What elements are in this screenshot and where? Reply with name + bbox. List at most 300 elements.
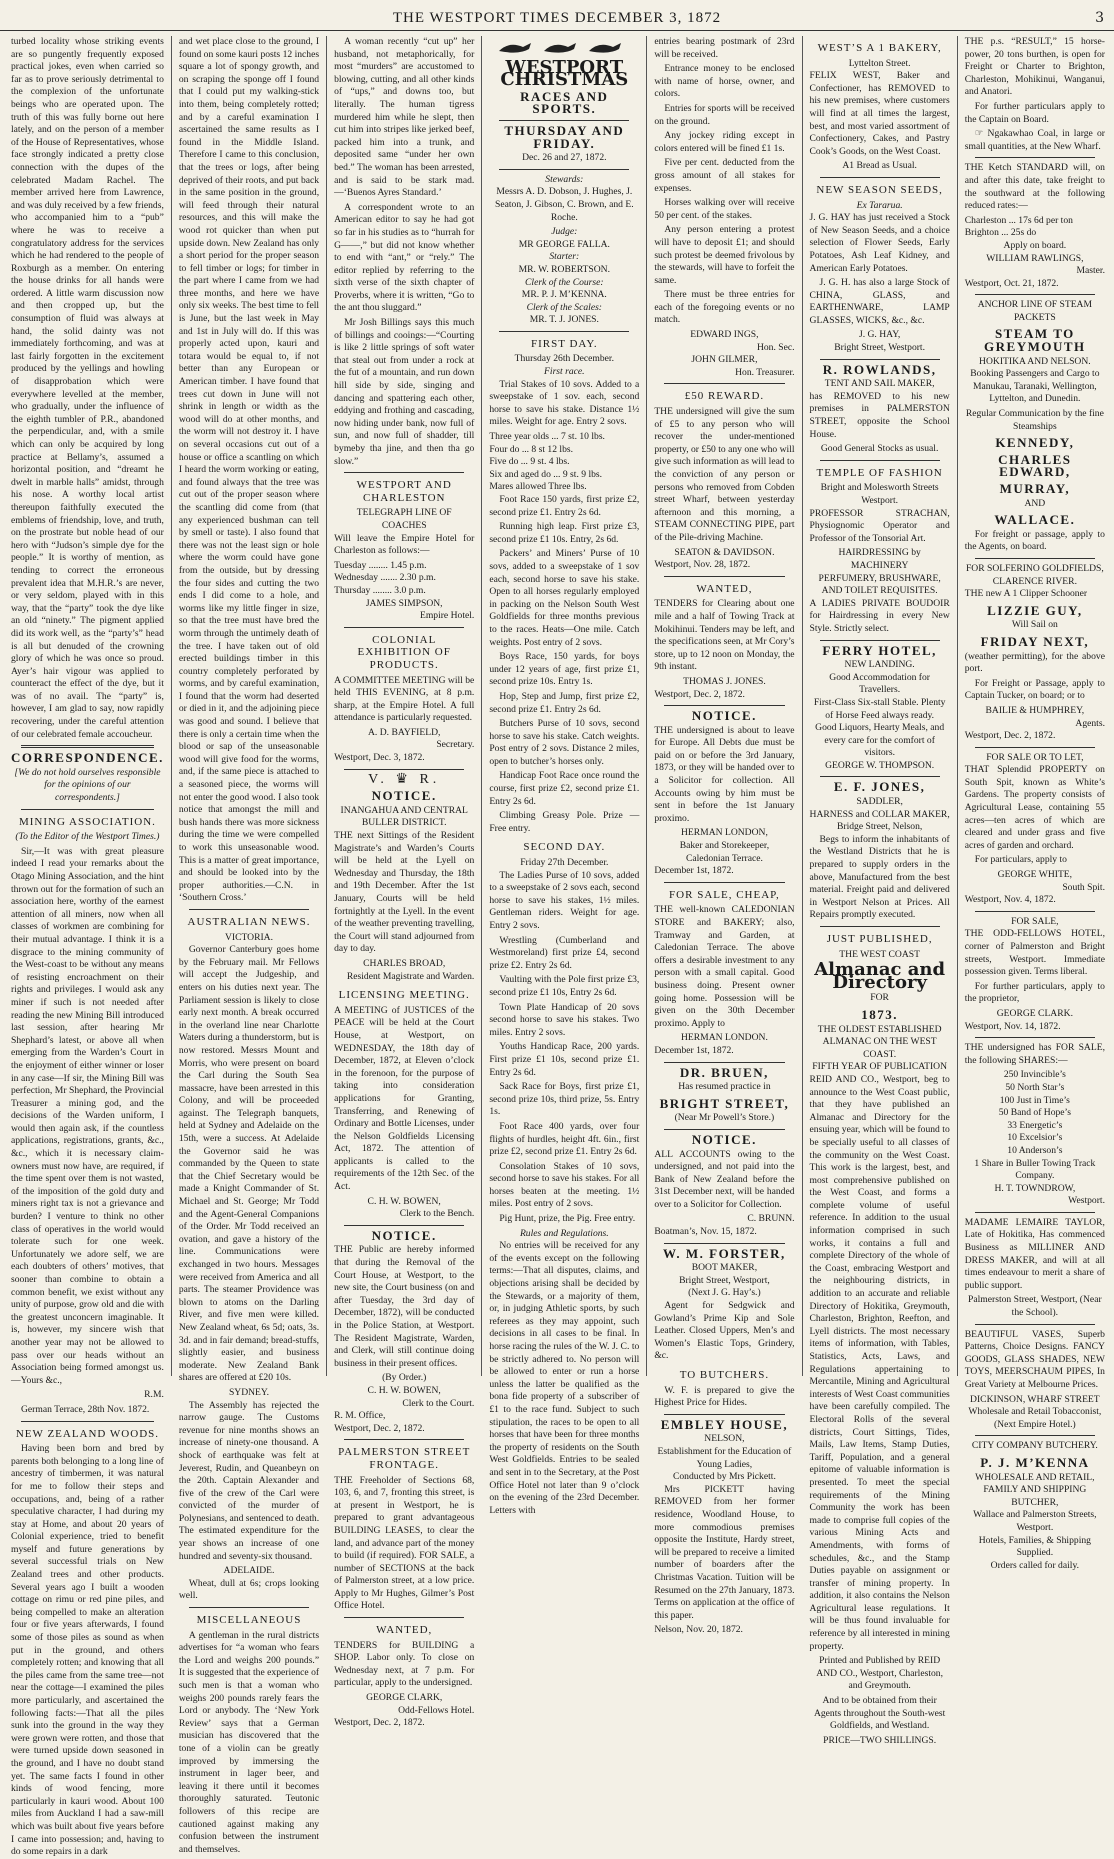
ad-text: THE Ketch STANDARD will, on and after this date, take freight to the southward at the following reduced rates:— bbox=[964, 162, 1105, 212]
section-heading: AUSTRALIAN NEWS. bbox=[187, 915, 311, 928]
divider bbox=[975, 1324, 1095, 1325]
ad-address: Lyttelton Street. bbox=[848, 57, 911, 69]
signature: THOMAS J. JONES. bbox=[683, 675, 766, 687]
ship-name: MURRAY, bbox=[999, 481, 1071, 496]
weight-row: Six and aged do ... 9 st. 9 lbs. bbox=[489, 468, 603, 480]
divider bbox=[664, 1062, 784, 1063]
article-text: and wet place close to the ground, I found on some kauri posts 12 inches square a lot of spongy growth, and on scraping the sponge off I found that I could put my walking-stick into them, being completely rotted; and by a careful examination I ascertained the same results as I found in the Middle Island. Therefore I came to this conclusion, that the trees or logs, after being deprived of their roots, and put back in the same position in the ground, will feed through their natural resources, and this will make the wood rot quicker than when put upside down. New Zealand has only a short period for the proper season to fell timber or logs; for timber in the part where I came from we had three months, and here we have only six weeks. The best time to fell is June, but the last week in May and 1st in July will do. If this was properly acted upon, kauri and totara would be equal to, if not better than any European or American timber. I have found that trees cut down in June will not shrink in length or width as the wood will do at other months, and the worm will not destroy it. I have on several occasions cut out of a house or office a scantling on which I heard the worm working or eating, and found always that the tree was cut out of the proper season where the scantling did come from (that any experienced bushman can tell by smell or taste). I also found that there was not the least sign or hole where the worm could have gone from the outside, but by dressing the four sides and cutting the two ends I did come to a hole, and worms like my little finger in size, so that the tree must have bred the worm through the untimely death of the tree. I have taken out of old erected buildings timber in this country completely perforated by worms, and by careful examination, I found that the worm had deserted or died in it, and the adjoining piece was good and sound. I believe that there is only a certain time when the blood or sap of the unseasonable wood will give food for the worms, and, if the same piece is attached to a seasoned piece, the worms will not enter the good wood. I also took notice that amongst the mill and bush hands there was more sickness during the time we were compelled to work this unseasonable wood. This is a matter of great importance, and should be looked into by the proper authorities.—C.N. in ‘Southern Cross.’ bbox=[178, 36, 320, 904]
signature: C. H. W. BOWEN, bbox=[367, 1384, 441, 1396]
ad-subheading: SADDLER, bbox=[856, 796, 903, 808]
signature: GEORGE CLARK, bbox=[366, 1692, 443, 1704]
divider bbox=[344, 1225, 464, 1226]
subheading: SYDNEY. bbox=[228, 1386, 270, 1398]
ad-text: FELIX WEST, Baker and Confectioner, has REMOVED to his new premises, where customers will find at all times the largest, best, and most varied assortment of Confectionery, Cakes, and Pastry Cook’s Goods, on the West Coast. bbox=[809, 70, 950, 157]
section-heading: MISCELLANEOUS bbox=[196, 1614, 302, 1627]
signature-title: South Spit. bbox=[1062, 881, 1105, 893]
signature-title: Resident Magistrate and Warden. bbox=[346, 970, 475, 982]
ad-heading: LICENSING MEETING. bbox=[338, 989, 470, 1002]
divider bbox=[820, 177, 940, 178]
divider bbox=[21, 809, 154, 810]
dateline: German Terrace, 28th Nov. 1872. bbox=[21, 1403, 150, 1415]
rules-text: Entries for sports will be received on the ground. bbox=[654, 102, 795, 127]
divider bbox=[499, 331, 629, 332]
signature: GEORGE WHITE, bbox=[997, 869, 1073, 881]
ad-text: W. F. is prepared to give the Highest Price for Hides. bbox=[654, 1384, 795, 1409]
signature: CHARLES BROAD, bbox=[363, 957, 446, 969]
ad-text: BEAUTIFUL VASES, Superb Patterns, Choice Designs. FANCY GOODS, GLASS SHADES, NEW TOYS, MEERSCHAUM PIPES, In Great Variety at Melbourne Prices. bbox=[964, 1328, 1105, 1390]
ad-heading: WESTPORT AND CHARLESTON bbox=[356, 479, 452, 504]
ad-text: Good Accommodation for Travellers. bbox=[829, 671, 930, 696]
ad-heading: WANTED, bbox=[696, 582, 753, 595]
signature-title: Hon. Treasurer. bbox=[735, 366, 795, 378]
masthead bbox=[0, 6, 1114, 31]
ad-subheading: FIFTH YEAR OF PUBLICATION bbox=[812, 1061, 948, 1073]
ad-text: Conducted by Mrs Pickett. bbox=[672, 1471, 776, 1483]
ad-address: Bright and Molesworth Streets Westport. bbox=[820, 482, 939, 506]
ad-subheading: INANGAHUA AND CENTRAL BULLER DISTRICT. bbox=[340, 804, 468, 829]
ad-heading: FOR SOLFERINO GOLDFIELDS, CLARENCE RIVER. bbox=[965, 562, 1104, 587]
ad-subheading: BOOT MAKER, bbox=[691, 1262, 758, 1274]
ad-heading: TEMPLE OF FASHION bbox=[816, 466, 943, 479]
ad-subheading: HARNESS and COLLAR MAKER, bbox=[809, 808, 950, 820]
signature: R.M. bbox=[144, 1389, 164, 1401]
ad-heading: STEAM TO GREYMOUTH bbox=[984, 326, 1086, 355]
timetable-row: Tuesday ........ 1.45 p.m. bbox=[334, 559, 427, 571]
ad-text: For Freight or Passage, apply to Captain Tucker, on board; or to bbox=[964, 677, 1105, 702]
official-name: MR. P. J. M’KENNA. bbox=[521, 289, 607, 301]
divider bbox=[664, 576, 784, 577]
ad-text: J. G. HAY has just received a Stock of New Season Seeds, and a choice selection of Flower Seeds, Early Potatoes, Ash Leaf Kidney, and American Early Potatoes. bbox=[809, 212, 950, 274]
ad-heading: FERRY HOTEL, bbox=[822, 642, 937, 658]
signature-title: Clerk to the Court. bbox=[402, 1397, 475, 1409]
race-entry: Sack Race for Boys, first prize £1, second prize 10s, third prize, 5s. Entry 1s. bbox=[489, 1081, 640, 1118]
share-item: 10 Anderson’s bbox=[1007, 1144, 1063, 1156]
officials-heading: Clerk of the Scales: bbox=[526, 301, 603, 313]
race-entry: Pig Hunt, prize, the Pig. Free entry. bbox=[499, 1213, 636, 1225]
ship-name: AND bbox=[1024, 497, 1046, 509]
ad-text: For further particulars apply to the Captain on Board. bbox=[964, 100, 1105, 125]
share-item: 50 North Star’s bbox=[1005, 1081, 1065, 1093]
editor-note: [We do not hold ourselves responsible for the opinions of our correspondents.] bbox=[14, 766, 161, 804]
ad-heading: PALMERSTON STREET FRONTAGE. bbox=[338, 1446, 471, 1471]
section-heading: CORRESPONDENCE. bbox=[11, 750, 164, 766]
article-text: Having been born and bred by parents both belonging to a long line of ancestry of timbermen, it was natural for me to follow their steps and occupations, and, being of a rather speculative character, I had during my stay at Home, and about 20 years of Colonial experience, tried to benefit myself and future generations by several successful trials on New Zealand trees and other products. Several years ago I built a wooden cottage on rimu or red pine piles, and being compelled to make an alteration four or five years afterwards, I found some of those piles as sound as when put in the ground, and others completely rotten; and knowing that all the piles came from the same tree—not near the cottage—I examined the piles more particularly, and ascertained the following facts:—That all the piles sunk into the ground in the way they were grown were rotten, and those that were turned upside down seasoned in the ground, and I have no doubt stand yet. The same facts I found in other kinds of wood fencing, more particularly in kauri wood. About 100 miles from Auckland I had a saw-mill which was built about five years before I came into possession; and, having to do some repairs in a dark bbox=[11, 1443, 164, 1858]
ad-subheading: FAMILY AND SHIPPING bbox=[983, 1484, 1087, 1496]
signature: EDWARD INGS, bbox=[690, 329, 759, 341]
signature: DICKINSON, WHARF STREET bbox=[970, 1393, 1100, 1405]
weight-row: Three year olds ... 7 st. 10 lbs. bbox=[489, 431, 605, 443]
signature-title: Clerk to the Bench. bbox=[399, 1208, 475, 1220]
ad-subheading: Ex Tararua. bbox=[856, 199, 903, 211]
ad-tagline: A1 Bread as Usual. bbox=[842, 160, 917, 172]
ad-text: A LADIES PRIVATE BOUDOIR for Hairdressing in every New Style. Strictly select. bbox=[809, 597, 950, 634]
ad-heading: TO BUTCHERS. bbox=[679, 1369, 770, 1381]
officials-heading: Starter: bbox=[549, 251, 580, 263]
ad-subheading: TELEGRAPH LINE OF COACHES bbox=[356, 507, 452, 531]
signature: BAILIE & HUMPHREY, bbox=[985, 704, 1085, 716]
rules-text: Five per cent. deducted from the gross amount of all stakes for expenses. bbox=[654, 157, 795, 194]
ad-text: Hotels, Families, & Shipping Supplied. bbox=[978, 1534, 1091, 1559]
weight-row: Four do ... 8 st 12 lbs. bbox=[489, 443, 574, 455]
divider bbox=[21, 1421, 154, 1422]
official-name: MR GEORGE FALLA. bbox=[518, 238, 610, 250]
share-item: 50 Band of Hope’s bbox=[998, 1107, 1071, 1119]
ad-text: And to be obtained from their Agents throughout the South-west Goldfields, and Westland. bbox=[813, 1695, 946, 1732]
article-text: Governor Canterbury goes home by the February mail. Mr Fellows will accept the Judgeship, and enters on his duties next year. The Parliament session is likely to close early next month. A break occurred in the overland line near Charlotte Waters during a thunderstorm, but is now restored. Messrs Mount and Morris, who were present on board the Carl during the South Sea massacre, have been arrested in this Colony, and will be proceeded against. The Telegraph banquets, held at Sydney and Adelaide on the 15th, were a success. At Adelaide the Governor said he was commanded by the Queen to state that the Chief Secretary would be made a Knight Commander of St. Michael and St. George; Mr Todd and the Agent-General Companions of the Order. Mr Todd received an ovation, and gave a history of the line. Communications were exchanged in two hours. Messages were received from America and all parts. The steamer Providence was blown to atoms on the Darling River, and five men were killed. New Zealand wheat, 6s 5d; oats, 3s. 3d. and in fair demand; bread-stuffs, slightly easier, and business moderate. New Zealand Bank shares are offered at £20 10s. bbox=[178, 944, 320, 1384]
column-5 bbox=[647, 36, 802, 1636]
ad-heading: £50 REWARD. bbox=[684, 390, 765, 403]
divider bbox=[664, 1243, 784, 1244]
dateline: Westport, Nov. 14, 1872. bbox=[964, 1020, 1061, 1032]
article-heading: MINING ASSOCIATION. bbox=[18, 815, 156, 828]
article-text: A correspondent wrote to an American editor to say he had got so far in his studies as to “hurrah for G——,” but did not know whether to end with “ant,” or “rely.” The editor replied by referring to the sixth verse of the sixth chapter of Proverbs, where it is written, “Go to the ant thou sluggard.” bbox=[334, 201, 475, 314]
divider bbox=[975, 1212, 1095, 1213]
dateline: December 1st, 1872. bbox=[654, 865, 734, 877]
race-entry: Boys Race, 150 yards, for boys under 12 years of age, first prize £1, second prize 10s. Entry 1s. bbox=[489, 651, 640, 688]
divider bbox=[820, 640, 940, 641]
divider bbox=[499, 120, 629, 121]
divider bbox=[344, 627, 464, 628]
ad-text: Apply on board. bbox=[1003, 239, 1067, 251]
divider bbox=[820, 460, 940, 461]
price-line: PRICE—TWO SHILLINGS. bbox=[823, 1734, 937, 1746]
divider bbox=[975, 558, 1095, 559]
ad-text: THE next Sittings of the Resident Magistrate’s and Warden’s Courts will be held at the Lyell on Wednesday and Thursday, the 18th and 19th December. After the 1st January, Courts will be held fortnightly at the Lyell. In the event of the weather preventing travelling, the Court will stand adjourned from day to day. bbox=[334, 830, 475, 955]
signature: J. G. HAY, bbox=[858, 329, 901, 341]
ad-heading: WEST’S A 1 BAKERY, bbox=[817, 42, 942, 54]
ad-subheading: THE OLDEST ESTABLISHED ALMANAC ON THE WEST COAST. bbox=[817, 1023, 942, 1060]
timetable-row: Thursday ........ 3.0 p.m. bbox=[334, 584, 426, 596]
ad-text: PERFUMERY, BRUSHWARE, AND TOILET REQUISITES. bbox=[818, 572, 941, 597]
officials-heading: Clerk of the Course: bbox=[525, 276, 604, 288]
divider bbox=[664, 882, 784, 883]
dateline: Westport, Dec. 2, 1872. bbox=[964, 730, 1056, 742]
signature-title: Master. bbox=[1076, 265, 1105, 277]
ad-text: For further particulars, apply to the proprietor, bbox=[964, 980, 1105, 1005]
divider bbox=[189, 909, 309, 910]
ad-text: THE Public are hereby informed that during the Removal of the Court House, at Westport, to the new site, the Court business (on and after Tuesday, the 3rd day of December, 1872), will be conducted in the Police Station, at Westport. The Resident Magistrate, Warden, and Clerk, will still continue doing business in their present offices. bbox=[334, 1244, 475, 1369]
ad-address: Palmerston Street, Westport, (Near the School). bbox=[968, 1294, 1102, 1319]
ad-text: Will leave the Empire Hotel for Charleston as follows:— bbox=[334, 532, 475, 557]
dateline: Boatman’s, Nov. 15, 1872. bbox=[654, 1226, 757, 1238]
event-dates: Dec. 26 and 27, 1872. bbox=[522, 152, 607, 164]
race-entry: Handicap Foot Race once round the course, first prize £2, second prize £1. Entry 2s 6d. bbox=[489, 770, 640, 807]
day-heading: SECOND DAY. bbox=[523, 841, 606, 854]
signature-title: Hon. Sec. bbox=[756, 341, 795, 353]
ad-text: THE new A 1 Clipper Schooner bbox=[964, 588, 1088, 600]
article-subheading: (To the Editor of the Westport Times.) bbox=[15, 831, 160, 843]
ad-text: ALL ACCOUNTS owing to the undersigned, and not paid into the Bank of New Zealand before the 31st December next, will be handed over to a Solicitor for Collection. bbox=[654, 1148, 795, 1210]
ad-text: PROFESSOR STRACHAN, Physiognomic Operator and Professor of the Tonsorial Art. bbox=[809, 507, 950, 544]
dateline: Westport, Nov. 4, 1872. bbox=[964, 894, 1056, 906]
ad-text: MADAME LEMAIRE TAYLOR, Late of Hokitika, Has commenced Business as MILLINER AND DRESS MAKER, and will at all times endeavour to merit a share of public support. bbox=[964, 1216, 1105, 1291]
ad-text: (Near Mr Powell’s Store.) bbox=[674, 1112, 775, 1124]
divider bbox=[975, 294, 1095, 295]
divider bbox=[499, 169, 629, 170]
ad-heading: NOTICE. bbox=[371, 1227, 437, 1243]
ad-heading: DR. BRUEN, bbox=[679, 1064, 769, 1080]
signature: GEORGE W. THOMPSON. bbox=[825, 759, 935, 771]
share-item: 100 Just in Time’s bbox=[999, 1094, 1070, 1106]
subheading: VICTORIA. bbox=[224, 931, 274, 943]
dateline: Nelson, Nov. 20, 1872. bbox=[654, 1624, 743, 1636]
rules-text: Any jockey riding except in colors entered will be fined £1 1s. bbox=[654, 130, 795, 154]
ad-text: Establishment for the Education of bbox=[657, 1445, 792, 1457]
order-line: (By Order.) bbox=[382, 1372, 427, 1384]
racing-horses-icon bbox=[489, 39, 639, 55]
ad-address: Bright Street, Westport. bbox=[834, 342, 925, 354]
ad-heading: COLONIAL EXHIBITION OF PRODUCTS. bbox=[357, 633, 451, 671]
ad-address: Bright Street, Westport, bbox=[679, 1274, 770, 1286]
race-entry: Foot Race 150 yards, first prize £2, second prize £1. Entry 2s 6d. bbox=[489, 494, 640, 518]
newspaper-title: THE WESTPORT TIMES DECEMBER 3, 1872 bbox=[392, 10, 722, 26]
race-entry: Foot Race 400 yards, over four flights of hurdles, height 4ft. 6in., first prize £2, second prize £1. Entry 2s 6d. bbox=[489, 1120, 640, 1158]
rate-row: Brighton ... 25s do bbox=[964, 227, 1037, 239]
ad-subheading: HOKITIKA AND NELSON. bbox=[979, 355, 1091, 367]
divider bbox=[344, 1439, 464, 1440]
day-date: Friday 27th December. bbox=[520, 857, 609, 869]
signature: GEORGE CLARK. bbox=[996, 1007, 1073, 1019]
race-entry: Town Plate Handicap of 20 sovs second horse to save his stakes. Two miles. Entry 2 sovs. bbox=[489, 1001, 640, 1038]
ad-heading: NOTICE. bbox=[371, 788, 437, 804]
ad-text: Will Sail on bbox=[1011, 619, 1058, 631]
event-days: THURSDAY AND FRIDAY. bbox=[504, 122, 625, 151]
dateline: Westport, Dec. 2, 1872. bbox=[334, 1717, 425, 1729]
ad-heading: P. J. M’KENNA bbox=[980, 1454, 1090, 1470]
divider bbox=[21, 745, 154, 748]
ad-text: Begs to inform the inhabitants of the Westland Districts that he is prepared to supply orders in the above, Manufactured from the best material. Freight paid and delivered in Westport Nelson at Prices. All Repairs promptly executed. bbox=[809, 833, 950, 921]
ad-subheading: HAIRDRESSING by MACHINERY bbox=[838, 547, 921, 571]
article-text: A woman recently “cut up” her husband, not metaphorically, for most “murders” are accustomed to blowing, cutting, and all other kinds of “ups,” and downs too, but literally. The human tigress murdered him while he slept, then cut him into stripes like jerked beef, packed him into a trunk, and deposited same “under her own bed.” The woman has been arrested, and is said to be stark mad.—‘Buenos Ayres Standard.’ bbox=[334, 36, 475, 199]
officials-heading: Judge: bbox=[551, 226, 578, 238]
column-3 bbox=[327, 36, 482, 1729]
divider bbox=[344, 472, 464, 473]
race-entry: Wrestling (Cumberland and Westmoreland) first prize £4, second prize £2. Entry 2s 6d. bbox=[489, 934, 640, 971]
ad-subheading: TENT AND SAIL MAKER, bbox=[824, 378, 935, 390]
ad-heading: ANCHOR LINE OF STEAM PACKETS bbox=[977, 299, 1093, 323]
divider bbox=[975, 157, 1095, 158]
signature-title: Secretary. bbox=[436, 739, 475, 751]
event-title: WESTPORT CHRISTMAS bbox=[500, 56, 629, 91]
divider bbox=[975, 911, 1095, 912]
article-text: turbed locality whose striking events are so pungently frequently exposed practical jokes, even when carried so far as to prove seriously detrimental to the complexion of the unfortunate beings who are operated upon. The truth of this was fully borne out here lately, and on the person of a member of the House of Representatives, whose face strongly indicated a pretty close connection with the dupes of the celebrated Madam Rachel. The member arrived here from Lawrence, and was duly received by a few friends, who accompanied him to a “pub” where he was to receive a congratulatory address for the services which he had rendered to the people of Roxburgh as a member. On entering the house drinks for all hands were ordered. A little warm discussion now and then cropped up, but the consumption of fluid was always at hand, the solid dainty was not immediately forthcoming, and was at last fairly forgotten in the excitement produced by the yellings and howling of disapprobation which were everywhere levelled at the member, who gradually, under the influence of the eighth tumbler of P.R., abandoned the perpendicular, and, with a smile which can only be acquired by long practice at Bellamy’s, assumed a horizontal position, and “dreamt he dwelt in marble halls” amidst, through his nose. A worthy local artist thereupon faithfully executed the emblems of friendship, love, and truth, on the prostrate but noble head of our hero with “Judson’s simple dye for the people.” It is worthy of mention, as tending to correct the erroneous prevalent idea that M.H.R.’s are never, or very seldom, played with in this way, that the “party” took the dye like an old “ninety.” The pigment applied did its work well, as the “party’s” head is all but denuded of the crowning glory of which he was once so proud. Ayer’s hair vigour was applied to counteract the effect of the dye, but it was of no avail. The “party” is, however, I am glad to say, now rapidly recovering, under the careful attention of our celebrated female accoucheur. bbox=[11, 36, 164, 740]
share-item: 1 Share in Buller Towing Track Company. bbox=[974, 1157, 1096, 1182]
article-text: The Assembly has rejected the narrow gauge. The Customs revenue for nine months shows an increase of ninety-one thousand. A shock of earthquake was felt at Jeverest, Rudin, and Queanbeyn on the 20th. Captain Alexander and five of the crew of the Carl were convicted of the murder of Polynesians, and sentenced to death. The estimated expenditure for the year shows an increase of one hundred and seventy-six thousand. bbox=[178, 1399, 320, 1562]
article-text: A gentleman in the rural districts advertises for “a woman who fears the Lord and weighs 200 pounds.” It is suggested that the experience of such men is that a woman who weighs 200 pounds rarely fears the Lord or anybody. The ‘New York Review’ says that a German musician has discovered that the tone of a violin can be greatly improved by immersing the instrument in lager beer, and leaving it there until it becomes thoroughly saturated. Teutonic followers of this recipe are cautioned against making any confusion between the instrument and themselves. bbox=[178, 1629, 320, 1855]
divider bbox=[664, 383, 784, 384]
ad-text: A MEETING of JUSTICES of the PEACE will be held at the Court House, at Westport, on WEDNESDAY, the 18th day of December, 1872, at Eleven o’clock in the forenoon, for the purpose of taking into consideration applications for Granting, Transferring, and Renewing of Ordinary and Bottle Licenses, under the Nelson Goldfields Licensing Act, 1872. The attention of applicants is called to the requirements of the 12th Sec. of the Act. bbox=[334, 1004, 475, 1193]
signature: HERMAN LONDON, bbox=[680, 827, 768, 839]
ad-address: Wallace and Palmerston Streets, Westport. bbox=[973, 1509, 1097, 1533]
official-name: MR. T. J. JONES. bbox=[529, 314, 599, 326]
race-entry: The Ladies Purse of 10 sovs, added to a sweepstake of 2 sovs each, second horse to save his stakes, 1½ miles. Gentleman riders. Weight for age. Entry 2 sovs. bbox=[489, 869, 640, 931]
share-item: 33 Energetic’s bbox=[1007, 1119, 1063, 1131]
ad-text: THE Freeholder of Sections 68, 103, 6, and 7, fronting this street, is at present in Westport, he is prepared to grant advantageous BUILDING LEASES, to clear the land, and advance part of the money to build (if required). FOR SALE, a number of SECTIONS at the back of Palmerston street, at a low price. Apply to Mr Hughes, Gilmer’s Post Office Hotel. bbox=[334, 1474, 475, 1612]
signature: SEATON & DAVIDSON. bbox=[674, 546, 775, 558]
ad-address: (Next J. G. Hay’s.) bbox=[688, 1287, 761, 1299]
dateline: Westport, Dec. 3, 1872. bbox=[334, 752, 425, 764]
signature: H. T. TOWNDROW, bbox=[994, 1182, 1076, 1194]
ad-text: Mrs PICKETT having REMOVED from her former residence, Woodland House, to more commodious premises opposite the Institute, Hardy street, will be prepared to receive a limited number of boarders after the Christmas Vacation. Tuition will be Resumed on the 27th January, 1873. Terms on application at the office of this paper. bbox=[654, 1483, 795, 1621]
ad-subheading: NEW LANDING. bbox=[844, 659, 915, 671]
share-item: 250 Invincible’s bbox=[1003, 1069, 1066, 1081]
race-entry: Hop, Step and Jump, first prize £2, second prize £1. Entry 2s 6d. bbox=[489, 690, 640, 715]
ad-subheading: THE WEST COAST bbox=[839, 948, 920, 960]
columns bbox=[4, 36, 1112, 1858]
divider bbox=[820, 776, 940, 777]
article-heading: NEW ZEALAND WOODS. bbox=[15, 1427, 160, 1440]
officials-heading: Stewards: bbox=[545, 173, 584, 185]
divider bbox=[664, 705, 784, 706]
divider bbox=[820, 359, 940, 360]
rules-text: entries bearing postmark of 23rd will be received. bbox=[654, 36, 795, 60]
ad-text: Good Liquors, Hearty Meals, and every care for the comfort of visitors. bbox=[815, 722, 945, 759]
ad-subheading: BUTCHER, bbox=[1011, 1496, 1059, 1508]
race-label: First race. bbox=[544, 366, 585, 378]
signature-title: Baker and Storekeeper, bbox=[679, 840, 770, 852]
ad-heading: W. M. FORSTER, bbox=[663, 1245, 786, 1261]
ad-text: A COMMITTEE MEETING will be held THIS EVENING, at 8 p.m. sharp, at the Empire Hotel. A full attendance is particularly requested. bbox=[334, 674, 475, 724]
ad-heading: CITY COMPANY BUTCHERY. bbox=[971, 1440, 1098, 1452]
rules-text: Horses walking over will receive 50 per cent. of the stakes. bbox=[654, 197, 795, 221]
ad-text: Young Ladies, bbox=[696, 1458, 753, 1470]
rate-row: Charleston ... 17s 6d per ton bbox=[964, 214, 1073, 226]
ad-address: Bridge Street, Nelson, bbox=[837, 821, 923, 833]
ad-text: (weather permitting), for the above port. bbox=[964, 650, 1105, 675]
signature: C. H. W. BOWEN, bbox=[367, 1195, 441, 1207]
dateline: R. M. Office, bbox=[334, 1410, 386, 1422]
signature-title: Empire Hotel. bbox=[419, 610, 475, 622]
ad-text: Has resumed practice in bbox=[678, 1081, 771, 1093]
ad-subheading: BRIGHT STREET, bbox=[659, 1095, 790, 1111]
ad-heading: R. ROWLANDS, bbox=[822, 361, 937, 377]
ship-name: KENNEDY, bbox=[995, 435, 1075, 451]
rules-text: There must be three entries for each of the foregoing events or no match. bbox=[654, 289, 795, 326]
ad-text: THE undersigned is about to leave for Europe. All Debts due must be paid on or before the 3rd January, 1873, or they will be handed over to a Solicitor for collection. All Accounts owing by him must be sent in before the 1st January proximo. bbox=[654, 724, 795, 824]
signature: WILLIAM RAWLINGS, bbox=[986, 252, 1084, 264]
column-7 bbox=[958, 36, 1112, 1571]
ship-name: CHARLES EDWARD, bbox=[998, 451, 1072, 480]
divider bbox=[664, 1414, 784, 1415]
ad-tagline: Good General Stocks as usual. bbox=[820, 443, 939, 455]
dateline: December 1st, 1872. bbox=[654, 1044, 734, 1056]
divider bbox=[975, 747, 1095, 748]
timetable-row: Wednesday ....... 2.30 p.m. bbox=[334, 572, 436, 584]
ad-text: Orders called for daily. bbox=[990, 1559, 1080, 1571]
signature: A. D. BAYFIELD, bbox=[368, 726, 441, 738]
ad-text: THE well-known CALEDONIAN STORE and BAKERY; also, Tramway and Garden, at Caledonian Terrace. The above offers a desirable investment to any person with a small capital. Good business doing. Present owner going home. Possession will be given on the 30th December proximo. Apply to bbox=[654, 904, 795, 1029]
ad-subheading: NELSON, bbox=[704, 1433, 745, 1445]
almanac-title: Almanac and Directory bbox=[814, 959, 946, 993]
ad-text: First-Class Six-stall Stable. Plenty of Horse Feed always ready. bbox=[813, 696, 946, 721]
article-text: Sir,—It was with great pleasure indeed I read your remarks about the Otago Mining Association, and the hint thrown out for the formation of such an association here, worthy of the earnest attention of all miners, now when all classes of workmen are combining for their mutual advantage. I think it is a disgrace to the mining community of the West-coast to be without any means of resisting encroachment on their rights and privileges. I would ask any miner if such is not needed after reading the new Mining Bill introduced last session, after hearing Mr Shephard’s latest, or above all when emerging from the Warden’s Court in the enjoyment of either winner or loser in any case—If sir, the Mining Bill was perfection, Mr Shephard, the Provincial Treasurer a mining god, and the decisions of the Warden uniform, I would then again ask, if the countless applications, registrations, grants, &c., &c., which it is necessary claim-owners must now have, are required, if the time spent over them is not wasted, of the imposition of the gold duty and miners right tax is not a grievance and burden? I venture to think no other class of operatives in the world would tolerate such for one week. Unfortunately we adore self, we are each doubters of others’ motives, that sooner than combine to obtain a common benefit, we exist without any unity of purpose, grow old and die with the greatest unconcern imaginable. It is, however, my sincere wish that another year may not be allowed to pass over our heads without an Association being formed amongst us.—Yours &c., bbox=[11, 845, 164, 1386]
ad-text: THAT Splendid PROPERTY on South Spit, known as White’s Gardens. The property consists of Agricultural Lease, containing 55 acres—ten acres of which are cleared and under grass and five acres of garden and orchard. bbox=[964, 764, 1105, 851]
ad-text: Printed and Published by REID AND CO., Westport, Charleston, and Greymouth. bbox=[816, 1655, 943, 1692]
event-subtitle: RACES AND SPORTS. bbox=[520, 88, 609, 117]
ad-text: REID AND CO., Westport, beg to announce to the West Coast public, that they have published an Almanac and Directory for the ensuing year, which will be found to be specially useful to all classes of the community on the West Coast. This work is the largest, best, and most comprehensive published on the West Coast, and forms a complete volume of useful reference. In addition to the usual information comprised in such works, it contains a full and complete Directory of the whole of the Coast, embracing Westport and the neighbouring districts, in addition to an accurate and reliable Directory of Hokitika, Greymouth, Charleston, Brighton, Reefton, and Lyell districts. The most necessary items of information, with Tables, Statistics, Acts, Laws, and Regulations appertaining to Mercantile, Mining and Agricultural interests of West Coast communities have been carefully compiled. The Electoral Rolls of the several districts, Court Sittings, Tides, Mails, Law Items, Stamp Duties, Tariff, Population, and a general epitome of valuable information is presented. To meet the special requirements of the Mining Community the work has been made to comprise full copies of the various Mining Acts and Amendments, with forms of schedules, &c., and the Stamp Duties payable on assignment or transfer of mining property. In addition, it also contains the Nelson Agricultural lease regulations. It will be thus found invaluable for reference by all interested in mining property. bbox=[809, 1073, 950, 1652]
race-entry: Packers’ and Miners’ Purse of 10 sovs, added to a sweepstake of 1 sov each, second horse to save his stake. Open to all horses regularly employed in packing on the Nelson South West Goldfields for three months previous to the races. Heats—One mile. Catch weights. Post entry of 2 sovs. bbox=[489, 548, 640, 648]
rules-text: Entrance money to be enclosed with name of horse, owner, and colors. bbox=[654, 63, 795, 100]
ad-heading: NEW SEASON SEEDS, bbox=[816, 183, 943, 196]
divider bbox=[344, 769, 464, 770]
rules-text: No entries will be received for any of the events except on the following terms:—That all disputes, claims, and objections arising shall be decided by the Stewards, or a majority of them, or, in judging Athletic sports, by such referees as they may appoint, such decisions in all cases to be final. In horse racing the rules of the W. J. C. to be strictly adhered to. No person will be allowed to enter or run a horse unless the latter be qualified as the bona fide property of a subscriber of £1 to the race fund. Subject to such stipulation, the races to be open to all horses that have been for three months the property of residents on the South West Goldfields. Entries to be sealed and sent in to the Secretary, at the Post Office Hotel not later than 9 o’clock on the evening of the 23rd December. Letters with bbox=[489, 1240, 640, 1516]
ad-text: Agent for Sedgwick and Gowland’s Prime Kip and Sole Leather. Closed Uppers, Men’s and Women’s Elastic Tops, Grindery, &c. bbox=[654, 1300, 795, 1362]
ad-text: TENDERS for BUILDING a SHOP. Labor only. To close on Wednesday next, at 7 p.m. For particular, apply to the undersigned. bbox=[334, 1639, 475, 1689]
divider bbox=[975, 1435, 1095, 1436]
ad-text: has REMOVED to his new premises in PALMERSTON STREET, opposite the School House. bbox=[809, 390, 950, 440]
ship-name: WALLACE. bbox=[994, 512, 1076, 528]
ad-text: THE undersigned will give the sum of £5 to any person who will recover the under-mentioned property, or £50 to any one who will give such information as will lead to the conviction of any person or persons who removed from Cobden street Wharf, between yesterday afternoon and this morning, a STEAM CONNECTING PIPE, part of the Pile-driving Machine. bbox=[654, 406, 795, 543]
column-2 bbox=[172, 36, 327, 1855]
divider bbox=[820, 926, 940, 927]
ad-text: TENDERS for Clearing about one mile and a half of Towing Track at Mokihinui. Tenders may be left, and the specifications seen, at Mr Cory’s store, up to 12 noon on Monday, the 9th instant. bbox=[654, 598, 795, 673]
rules-text: Any person entering a protest will have to deposit £1; and should such protest be deemed frivolous by the stewards, will have to forfeit the same. bbox=[654, 224, 795, 286]
race-entry: Running high leap. First prize £3, second prize £1 10s. Entry, 2s 6d. bbox=[489, 521, 640, 545]
dateline: Westport, Dec. 2, 1872. bbox=[654, 688, 745, 700]
signature-title: Odd-Fellows Hotel. bbox=[398, 1704, 475, 1716]
share-item: 10 Excelsior’s bbox=[1007, 1132, 1063, 1144]
dateline: Westport, Dec. 2, 1872. bbox=[334, 1422, 425, 1434]
ad-heading: NOTICE. bbox=[691, 1131, 757, 1147]
official-name: MR. W. ROBERTSON. bbox=[518, 263, 610, 275]
race-entry: Climbing Greasy Pole. Prize — Free entry. bbox=[489, 810, 640, 834]
divider bbox=[975, 1037, 1095, 1038]
horse-racing-icon bbox=[489, 39, 639, 59]
divider bbox=[664, 1129, 784, 1130]
sailing-day: FRIDAY NEXT, bbox=[980, 633, 1090, 649]
ad-heading: FOR SALE, bbox=[1011, 915, 1059, 927]
ad-text: Regular Communication by the fine Steamships bbox=[965, 408, 1104, 432]
race-entry: Consolation Stakes of 10 sovs, second horse to save his stakes. For all horses beaten at the meeting. 1½ miles. Post entry of 2 sovs. bbox=[489, 1160, 640, 1210]
weight-row: Five do ... 9 st. 4 lbs. bbox=[489, 456, 570, 468]
ad-heading: NOTICE. bbox=[691, 708, 757, 724]
signature: C. BRUNN. bbox=[747, 1213, 795, 1225]
day-date: Thursday 26th December. bbox=[514, 353, 614, 365]
ad-text: Booking Passengers and Cargo to Manukau, Taranaki, Wellington, Lyttelton, and Dunedin. bbox=[970, 368, 1100, 405]
signature-title: Caledonian Terrace. bbox=[685, 852, 763, 864]
signature: HERMAN LONDON. bbox=[680, 1032, 768, 1044]
ad-address: Wholesale and Retail Tobacconist, (Next Empire Hotel.) bbox=[968, 1406, 1102, 1430]
ad-text: For freight or passage, apply to the Agents, on board. bbox=[964, 528, 1105, 553]
ad-heading: FOR SALE OR TO LET, bbox=[986, 751, 1084, 763]
ad-text: ☞ Ngakawhao Coal, in large or small quantities, at the New Wharf. bbox=[964, 128, 1105, 152]
signature-title: Agents. bbox=[1075, 717, 1105, 729]
column-1 bbox=[4, 36, 172, 1858]
ad-text: J. G. H. has also a large Stock of CHINA, GLASS, and EARTHENWARE, LAMP GLASSES, WICKS, &c., &c. bbox=[809, 277, 950, 326]
ad-heading: E. F. JONES, bbox=[833, 779, 926, 795]
almanac-year: 1873. bbox=[861, 1006, 899, 1022]
race-entry: Youths Handicap Race, 200 yards. First prize £1 10s, second prize £1. Entry 2s 6d. bbox=[489, 1041, 640, 1078]
signature: JOHN GILMER, bbox=[691, 354, 758, 366]
signature-title: Westport. bbox=[1068, 1195, 1105, 1207]
ad-heading: FOR SALE, CHEAP, bbox=[669, 888, 780, 901]
day-heading: FIRST DAY. bbox=[530, 337, 598, 350]
royal-crest: V. ♛ R. bbox=[368, 771, 441, 787]
ad-text: THE undersigned has FOR SALE, the following SHARES:— bbox=[964, 1042, 1105, 1066]
officials-list: Messrs A. D. Dobson, J. Hughes, J. Seaton, J. Gibson, C. Brown, and E. Roche. bbox=[495, 186, 634, 223]
ad-text: For particulars, apply to bbox=[974, 854, 1067, 866]
ad-text: THE p.s. “RESULT,” 15 horse-power, 20 tons burthen, is open for Freight or Charter to Brighton, Charleston, Mohikinui, Wanganui, and Anatori. bbox=[964, 36, 1105, 98]
signature: JAMES SIMPSON, bbox=[365, 597, 443, 609]
ad-heading: JUST PUBLISHED, bbox=[826, 933, 933, 945]
weight-note: Mares allowed Three lbs. bbox=[489, 481, 587, 493]
ad-subheading: WHOLESALE AND RETAIL, bbox=[975, 1471, 1095, 1483]
subheading: ADELAIDE. bbox=[223, 1565, 275, 1577]
rules-heading: Rules and Regulations. bbox=[519, 1227, 609, 1239]
ad-heading: EMBLEY HOUSE, bbox=[660, 1416, 789, 1432]
article-text: Mr Josh Billings says this much of billings and cooings:—“Courting is like 2 little springs of soft water that steal out from under a rock at the fut of a mountain, and run down hill side by side, singing and dancing and spattering each other, eddying and frothing and cascading, now hiding under bank, now full of sun, and now full of shadder, till bymeby tha jine, and then tha go slow.” bbox=[334, 317, 475, 467]
article-text: Wheat, dull at 6s; crops looking well. bbox=[178, 1577, 320, 1602]
